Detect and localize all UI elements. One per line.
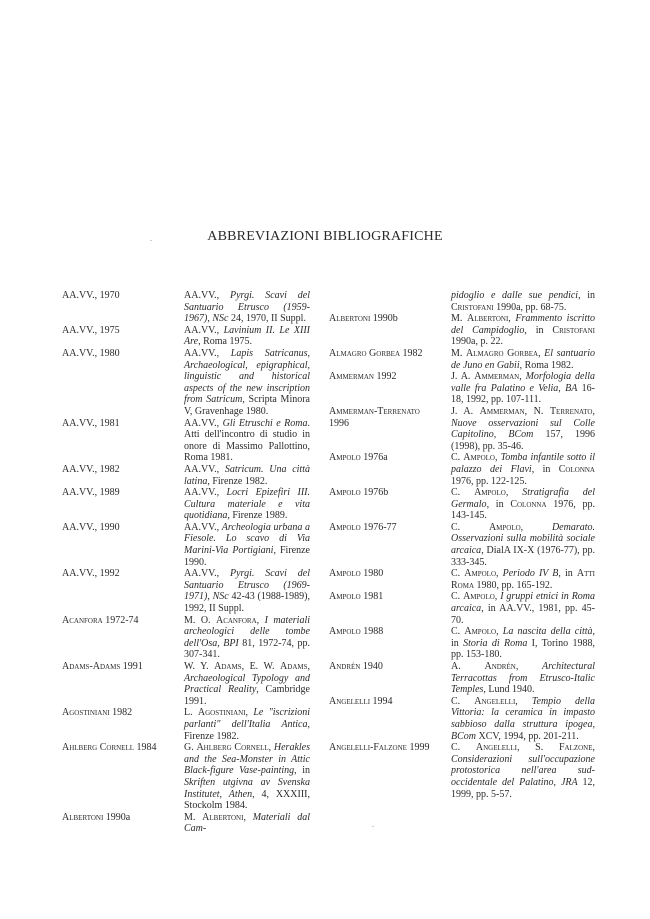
- entry-abbreviation: Ampolo 1988: [329, 626, 384, 638]
- scan-speck: [372, 826, 374, 827]
- entry-reference: C. Ampolo, Demarato. Osservazioni sulla mobilità sociale arcaica, DialA IX-X (1976-77), pp. 333-345.: [451, 521, 595, 568]
- entry-reference: C. Ampolo, La nascita della città, in Storia di Roma I, Torino 1988, pp. 153-180.: [451, 626, 596, 661]
- bibliography-entry: [329, 348, 595, 371]
- entry-reference: M. Albertoni, Frammento iscritto del Campidoglio, in Cristofani 1990a, p. 22.: [451, 313, 596, 348]
- bibliography-entry: [62, 568, 310, 614]
- bibliography-entry: [329, 696, 595, 742]
- bibliography-entry: [329, 661, 595, 696]
- bibliography-entry: [329, 568, 595, 591]
- section-title: ABBREVIAZIONI BIBLIOGRAFICHE: [207, 229, 443, 244]
- entry-reference: L. Agostiniani, Le "iscrizioni parlanti" dell'Italia Antica, Firenze 1982.: [184, 707, 310, 742]
- entry-abbreviation: Angelelli-Falzone 1999: [329, 742, 430, 754]
- bibliography-entry: [62, 464, 310, 487]
- entry-reference: W. Y. Adams, E. W. Adams, Archaeological Typology and Practical Reality, Cambridge 1991.: [184, 661, 310, 707]
- entry-reference: G. Ahlberg Cornell, Herakles and the Sea-Monster in Attic Black-figure Vase-painting, in Skriften utgivna av Svenska Institutet, Athen, 4, XXXIII, Stockolm 1984.: [184, 742, 311, 812]
- bibliography-right-column: [329, 290, 595, 800]
- bibliography-entry: [329, 522, 595, 568]
- entry-reference: C. Ampolo, Periodo IV B, in Atti Roma 1980, pp. 165-192.: [451, 568, 596, 591]
- entry-abbreviation: AA.VV., 1980: [62, 347, 120, 359]
- entry-abbreviation: Ampolo 1976-77: [329, 521, 397, 533]
- entry-abbreviation: AA.VV., 1992: [62, 568, 120, 580]
- entry-reference: AA.VV., Pyrgi. Scavi del Santuario Etrusco (1959-1967), NSc 24, 1970, II Suppl.: [184, 290, 310, 325]
- entry-reference: AA.VV., Satricum. Una città latina, Firenze 1982.: [184, 463, 310, 487]
- bibliography-entry: [62, 290, 310, 325]
- entry-abbreviation: Ammerman-Terrenato 1996: [329, 405, 420, 429]
- entry-reference: J. A. Ammerman, N. Terrenato, Nuove osservazioni sul Colle Capitolino, BCom 157, 1996 (1998), pp. 35-46.: [451, 405, 596, 452]
- entry-reference: C. Ampolo, I gruppi etnici in Roma arcaica, in AA.VV., 1981, pp. 45-70.: [451, 591, 596, 626]
- entry-reference: A. Andrén, Architectural Terracottas from Etrusco-Italic Temples, Lund 1940.: [451, 661, 595, 696]
- entry-abbreviation: AA.VV., 1975: [62, 324, 120, 336]
- bibliography-entry: [62, 742, 310, 812]
- entry-abbreviation: Adams-Adams 1991: [62, 661, 143, 672]
- bibliography-entry: [329, 313, 595, 348]
- entry-abbreviation: Albertoni 1990a: [62, 811, 131, 823]
- entry-abbreviation: Albertoni 1990b: [329, 313, 398, 325]
- entry-abbreviation: AA.VV., 1982: [62, 463, 120, 475]
- entry-reference: C. Angelelli, Tempio della Vittoria: la ceramica in impasto sabbioso dalla struttura ipogea, BCom XCV, 1994, pp. 201-211.: [451, 695, 596, 742]
- entry-reference: M. Albertoni, Materiali dal Cam-: [184, 811, 310, 835]
- bibliography-entry: [62, 348, 310, 418]
- entry-abbreviation: AA.VV., 1970: [62, 290, 120, 301]
- bibliography-entry: [329, 626, 595, 661]
- entry-reference: pidoglio e dalle sue pendici, in Cristofani 1990a, pp. 68-75.: [451, 290, 595, 313]
- entry-abbreviation: Ampolo 1976a: [329, 452, 388, 464]
- bibliography-entry: [329, 591, 595, 626]
- entry-abbreviation: Ammerman 1992: [329, 371, 397, 383]
- bibliography-entry: [62, 325, 310, 348]
- entry-reference: AA.VV., Locri Epizefiri III. Cultura materiale e vita quotidiana, Firenze 1989.: [184, 487, 310, 522]
- bibliography-entry: [62, 418, 310, 464]
- entry-abbreviation: Ampolo 1976b: [329, 487, 389, 499]
- bibliography-entry: [62, 707, 310, 742]
- entry-abbreviation: Almagro Gorbea 1982: [329, 347, 423, 359]
- entry-reference: M. Almagro Gorbea, El santuario de Juno en Gabii, Roma 1982.: [451, 347, 595, 371]
- entry-reference: J. A. Ammerman, Morfologia della valle fra Palatino e Velia, BA 16-18, 1992, pp. 107-111.: [451, 371, 596, 406]
- bibliography-entry: [62, 487, 310, 522]
- entry-abbreviation: Ampolo 1980: [329, 568, 384, 580]
- entry-reference: AA.VV., Gli Etruschi e Roma. Atti dell'incontro di studio in onore di Massimo Pallottino, Roma 1981.: [184, 417, 310, 464]
- entry-abbreviation: Andrén 1940: [329, 661, 383, 672]
- entry-abbreviation: AA.VV., 1990: [62, 521, 120, 533]
- entry-abbreviation: AA.VV., 1989: [62, 487, 120, 499]
- entry-reference: AA.VV., Archeologia urbana a Fiesole. Lo scavo di Via Marini-Via Portigiani, Firenze 1990.: [184, 521, 310, 568]
- entry-reference: AA.VV., Lapis Satricanus, Archaeological, epigraphical, linguistic and historical aspects of the new inscription from Satricum, Scripta Minora V, Gravenhage 1980.: [184, 347, 310, 417]
- entry-abbreviation: Acanfora 1972-74: [62, 614, 139, 626]
- entry-reference: M. O. Acanfora, I materiali archeologici delle tombe dell'Osa, BPI 81, 1972-74, pp. 307-341.: [184, 614, 310, 661]
- bibliography-left-column: [62, 290, 310, 835]
- bibliography-entry: [329, 452, 595, 487]
- entry-abbreviation: Ampolo 1981: [329, 591, 384, 603]
- entry-reference: C. Angelelli, S. Falzone, Considerazioni sull'occupazione protostorica nell'area sud-occidentale del Palatino, JRA 12, 1999, pp. 5-57.: [451, 742, 596, 800]
- bibliography-entry: [62, 661, 310, 707]
- entry-abbreviation: Ahlberg Cornell 1984: [62, 742, 157, 754]
- bibliography-entry: [329, 371, 595, 406]
- entry-reference: C. Ampolo, Stratigrafia del Germalo, in Colonna 1976, pp. 143-145.: [451, 487, 596, 522]
- bibliography-entry: [329, 742, 595, 800]
- entry-abbreviation: Angelelli 1994: [329, 695, 393, 707]
- bibliography-entry: [329, 406, 595, 452]
- entry-reference: C. Ampolo, Tomba infantile sotto il palazzo dei Flavi, in Colonna 1976, pp. 122-125.: [451, 452, 595, 487]
- bibliography-entry: [62, 615, 310, 661]
- entry-abbreviation: AA.VV., 1981: [62, 417, 120, 429]
- bibliography-entry: [62, 812, 310, 835]
- bibliography-entry: [62, 522, 310, 568]
- entry-reference: AA.VV., Lavinium II. Le XIII Are, Roma 1975.: [184, 324, 310, 348]
- entry-reference: AA.VV., Pyrgi. Scavi del Santuario Etrusco (1969-1971), NSc 42-43 (1988-1989), 1992, II Suppl.: [184, 568, 311, 615]
- entry-abbreviation: Agostiniani 1982: [62, 707, 133, 719]
- bibliography-entry: [329, 487, 595, 522]
- bibliography-entry: [329, 290, 595, 313]
